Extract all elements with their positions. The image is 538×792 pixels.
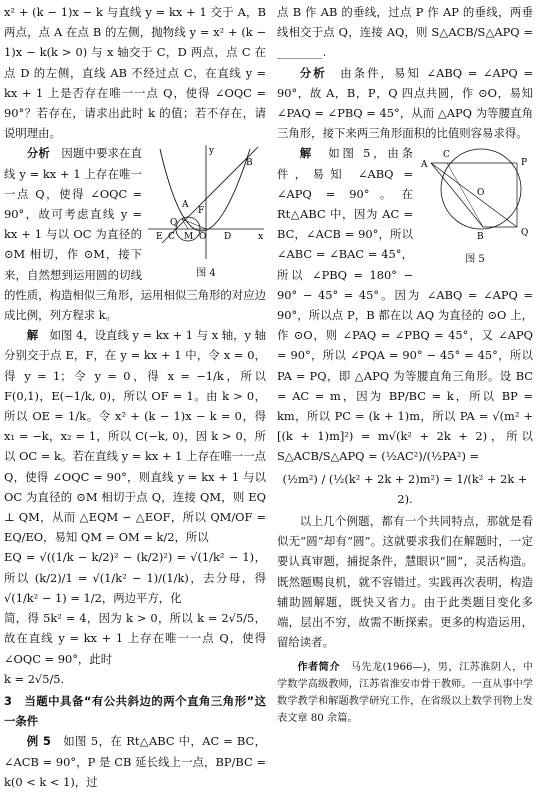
analysis-label-2: 分析: [299, 65, 327, 80]
analysis-label: 分析: [26, 146, 50, 161]
figure-4-caption: 图 4: [196, 268, 216, 280]
analysis-text: 因题中要求在直线 y = kx + 1 上存在唯一一点 Q，使得 ∠OQC = 90°，故可考虑直线 y = kx + 1 与以 OC 为直径的 ⊙M 相切，作 ⊙M，接下来，自然想到运用圆的切线的性质，构造相似三角形，运用相似三角形的对应边成比例，列方程求 k。: [4, 146, 266, 323]
left-column: [4, 2, 266, 792]
label-y: y: [209, 146, 215, 157]
figure-5-caption: 图 5: [465, 254, 485, 266]
label-f: F: [198, 206, 205, 217]
figure-4-diagram: [146, 143, 266, 261]
example-5-continued: 点 B 作 AB 的垂线，过点 P 作 AP 的垂线，两垂线相交于点 Q，连接 AQ，则 S△ACB/S△APQ = ________.: [277, 5, 533, 60]
example-5-text: 如图 5，在 Rt△ABC 中，AC = BC，∠ACB = 90°，P 是 CB 延长线上一点，BP/BC = k(0 < k < 1)，过: [4, 734, 266, 789]
final-formula: (½m²) / (½(k² + 2k + 2)m²) = 1/(k² + 2k + 2).: [282, 471, 528, 506]
label-c-5: C: [443, 150, 450, 161]
label-e: E: [156, 232, 163, 243]
author-bio: 马先龙(1966—)，男，江苏淮阴人，中学数学高级教师，江苏省淮安市骨干教师。一直从事中学数学教学和解题教学研究工作，在省级以上数学刊物上发表文章 80 余篇。: [277, 661, 534, 724]
k-value: k = 2√5/5.: [4, 671, 65, 686]
figure-5-diagram: [417, 143, 533, 247]
label-p-5: P: [521, 158, 528, 169]
label-a-5: A: [421, 160, 428, 171]
label-o-5: O: [477, 188, 485, 199]
section-3-heading: 3 当题中具备“有公共斜边的两个直角三角形”这一条件: [4, 693, 266, 729]
label-q-5: Q: [521, 228, 529, 239]
label-b-5: B: [477, 232, 484, 243]
figure-5: [417, 143, 533, 267]
figure-4: [146, 143, 266, 281]
solution-text-right: 如图 5，由条件，易知 ∠ABQ = ∠APQ = 90°。在 Rt△ABC 中，因为 AC = BC，∠ACB = 90°，所以 ∠ABC = ∠BAC = 45°，所以 ∠PBQ = 180° − 90° − 45° = 45°。因为 ∠ABQ = ∠APQ = 90°，所以点 P，B 都在以 AQ 为直径的 ⊙O 上，作 ⊙O，则 ∠PAQ = ∠PBQ = 45°，又 ∠APQ = 90°，所以 ∠PQA = 90° − 45° = 45°，所以 PA = PQ，即 △APQ 为等腰直角三角形。设 BC = AC = m，因为 BP/BC = k，所以 BP = km，所以 PC = (k + 1)m，所以 PA = √(m² + [(k + 1)m]²) = m√(k² + 2k + 2)，所以 S△ACB/S△APQ = (½AC²)/(½PA²) =: [277, 146, 533, 464]
label-d: D: [224, 232, 232, 243]
segment-oq: [182, 219, 206, 229]
right-column: [277, 2, 533, 727]
label-o: O: [199, 232, 207, 243]
label-x: x: [258, 232, 264, 243]
label-q: Q: [170, 218, 178, 229]
solution-formula: EQ = √((1/k − k/2)² − (k/2)²) = √(1/k² − 1)，所以 (k/2)/1 = √(1/k² − 1)/(1/k)，去分母，得 √(1/k² − 1) = 1/2，两边平方，化: [4, 550, 266, 605]
solution-text-1: 如图 4，设直线 y = kx + 1 与 x 轴，y 轴分别交于点 E，F，在 y = kx + 1 中，令 x = 0，得 y = 1；令 y = 0，得 x = −1/k，所以 F(0,1)，E(−1/k, 0)，所以 OF = 1。由 k > 0，所以 OE = 1/k。令 x² + (k − 1)x − k = 0，得 x₁ = −k，x₂ = 1，所以 C(−k, 0)，因 k > 0，所以 OC = k。若在直线 y = kx + 1 上存在唯一一点 Q，使得 ∠OQC = 90°，则直线 y = kx + 1 与以 OC 为直径的 ⊙M 相切于点 Q，连接 QM，则 EQ ⊥ QM，从而 △EQM ∽ △EOF，所以 QM/OF = EQ/EO，易知 QM = OM = k/2，所以: [4, 328, 266, 545]
solution-label-2: 解: [299, 146, 315, 161]
solution-label: 解: [26, 328, 39, 343]
analysis-text-2: 由条件，易知 ∠ABQ = ∠APQ = 90°，故 A，B，P，Q 四点共圆，作 ⊙O，易知 ∠PAQ = ∠PBQ = 45°，从而 △APQ 为等腰直角三角形，接下来两三角形面积的比值则容易求得。: [277, 65, 533, 141]
solution-text-2: 简，得 5k² = 4，因为 k > 0，所以 k = 2√5/5，故在直线 y = kx + 1 上存在唯一一点 Q，使得 ∠OQC = 90°，此时: [4, 611, 266, 666]
problem-text: x² + (k − 1)x − k 与直线 y = kx + 1 交于 A，B 两点，点 A 在点 B 的左侧，抛物线 y = x² + (k − 1)x − k(k > 0) 与 x 轴交于 C，D 两点，点 C 在点 D 的左侧，直线 AB 不经过点 C，在直线 y = kx + 1 上是否存在唯一一点 Q，使得 ∠OQC = 90°？若存在，请求出此时 k 的值；若不存在，请说明理由。: [4, 5, 266, 141]
label-m: M: [184, 232, 194, 243]
label-c: C: [168, 232, 175, 243]
segment-aq: [431, 163, 517, 227]
segment-ab: [431, 163, 483, 227]
label-a: A: [182, 200, 189, 211]
label-b: B: [246, 158, 253, 169]
author-bio-label: 作者简介: [297, 661, 340, 673]
summary-paragraph: 以上几个例题，都有一个共同特点，那就是看似无“圆”却有“圆”。这就要求我们在解题时，一定要认真审题，捕捉条件，慧眼识“圆”，灵活构造。既然题赐良机，就不容错过。实践再次表明，构造辅助圆解题，既快又省力。由于此类题目变化多端，层出不穷，故需不断探索。更多的构造运用，留给读者。: [277, 514, 533, 650]
example-5-label: 例 5: [26, 734, 51, 749]
